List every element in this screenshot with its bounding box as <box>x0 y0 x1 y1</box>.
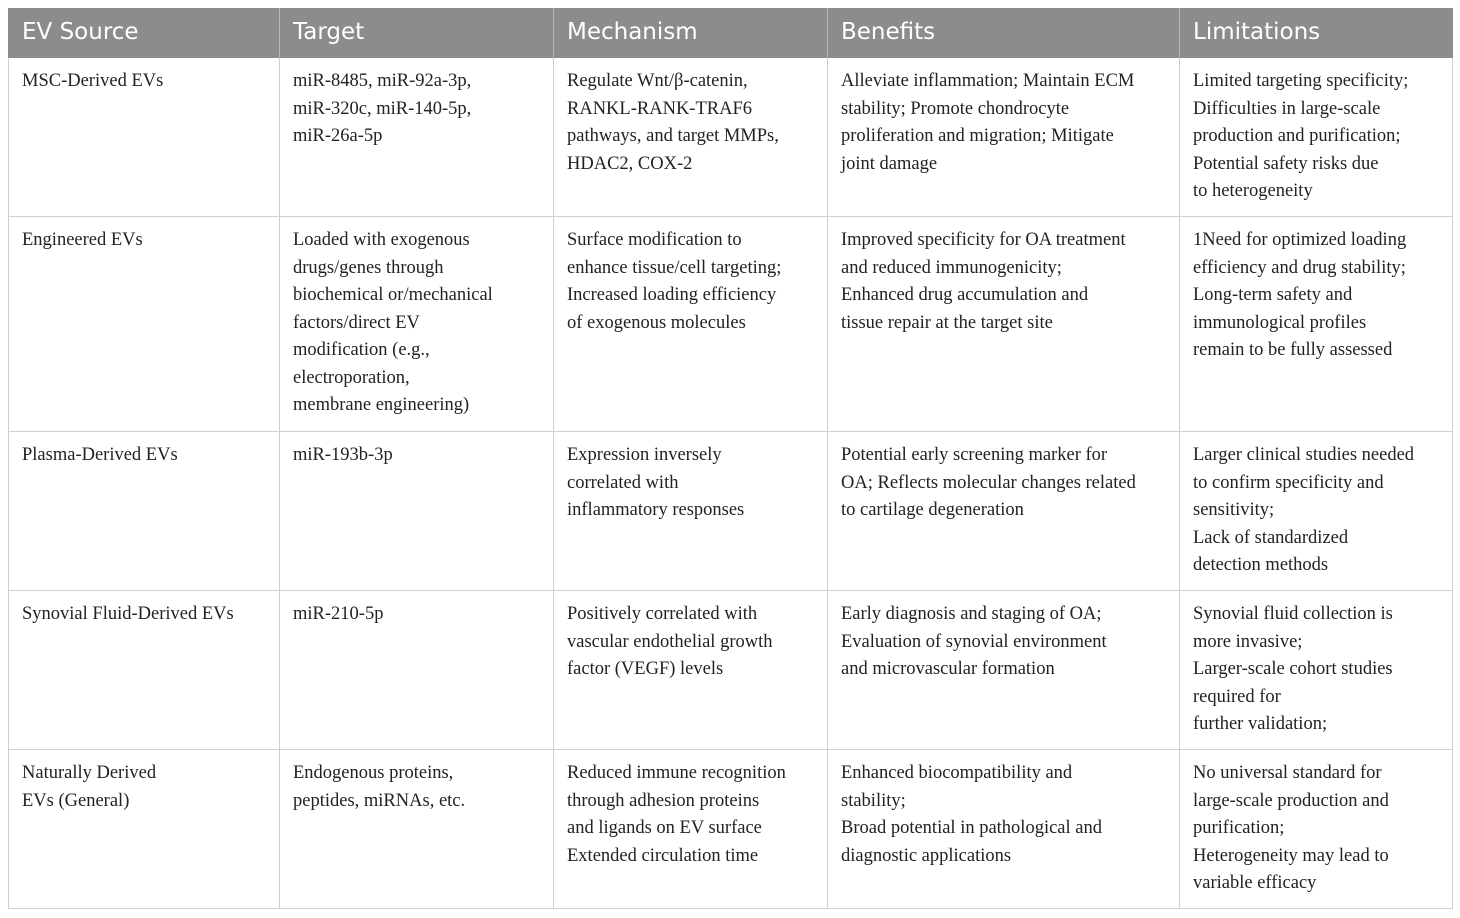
header-mechanism: Mechanism <box>554 8 828 58</box>
cell-target: miR-8485, miR-92a-3p, miR-320c, miR-140-5p, miR-26a-5p <box>280 58 554 217</box>
header-limitations: Limitations <box>1180 8 1453 58</box>
cell-mechanism: Positively correlated with vascular endothelial growth factor (VEGF) levels <box>554 591 828 750</box>
cell-benefits: Enhanced biocompatibility and stability; Broad potential in pathological and diagnostic applications <box>828 750 1180 909</box>
cell-ev-source: Naturally Derived EVs (General) <box>9 750 280 909</box>
cell-ev-source: MSC-Derived EVs <box>9 58 280 217</box>
header-row <box>9 8 1453 58</box>
cell-mechanism: Expression inversely correlated with inflammatory responses <box>554 432 828 591</box>
table-row <box>9 750 1453 909</box>
cell-ev-source: Plasma-Derived EVs <box>9 432 280 591</box>
header-target: Target <box>280 8 554 58</box>
header-benefits: Benefits <box>828 8 1180 58</box>
cell-limitations: Larger clinical studies needed to confirm specificity and sensitivity; Lack of standardized detection methods <box>1180 432 1453 591</box>
cell-limitations: Synovial fluid collection is more invasive; Larger-scale cohort studies required for further validation; <box>1180 591 1453 750</box>
cell-limitations: Limited targeting specificity; Difficulties in large-scale production and purification; Potential safety risks due to heterogeneity <box>1180 58 1453 217</box>
table-body <box>9 58 1453 909</box>
cell-benefits: Improved specificity for OA treatment and reduced immunogenicity; Enhanced drug accumulation and tissue repair at the target site <box>828 217 1180 432</box>
cell-benefits: Potential early screening marker for OA; Reflects molecular changes related to cartilage degeneration <box>828 432 1180 591</box>
cell-target: miR-193b-3p <box>280 432 554 591</box>
ev-comparison-table <box>8 8 1453 909</box>
header-ev-source: EV Source <box>9 8 280 58</box>
cell-limitations: 1Need for optimized loading efficiency and drug stability; Long-term safety and immunological profiles remain to be fully assessed <box>1180 217 1453 432</box>
cell-mechanism: Surface modification to enhance tissue/cell targeting; Increased loading efficiency of exogenous molecules <box>554 217 828 432</box>
table-row <box>9 432 1453 591</box>
table-row <box>9 591 1453 750</box>
table-row <box>9 217 1453 432</box>
cell-target: Loaded with exogenous drugs/genes through biochemical or/mechanical factors/direct EV modification (e.g., electroporation, membrane engineering) <box>280 217 554 432</box>
cell-mechanism: Reduced immune recognition through adhesion proteins and ligands on EV surface Extended circulation time <box>554 750 828 909</box>
table-row <box>9 58 1453 217</box>
cell-mechanism: Regulate Wnt/β-catenin, RANKL-RANK-TRAF6 pathways, and target MMPs, HDAC2, COX-2 <box>554 58 828 217</box>
cell-ev-source: Synovial Fluid-Derived EVs <box>9 591 280 750</box>
cell-limitations: No universal standard for large-scale production and purification; Heterogeneity may lead to variable efficacy <box>1180 750 1453 909</box>
table-container <box>8 8 1452 909</box>
table-header <box>9 8 1453 58</box>
cell-ev-source: Engineered EVs <box>9 217 280 432</box>
cell-benefits: Early diagnosis and staging of OA; Evaluation of synovial environment and microvascular formation <box>828 591 1180 750</box>
cell-target: miR-210-5p <box>280 591 554 750</box>
cell-target: Endogenous proteins, peptides, miRNAs, etc. <box>280 750 554 909</box>
cell-benefits: Alleviate inflammation; Maintain ECM stability; Promote chondrocyte proliferation and migration; Mitigate joint damage <box>828 58 1180 217</box>
